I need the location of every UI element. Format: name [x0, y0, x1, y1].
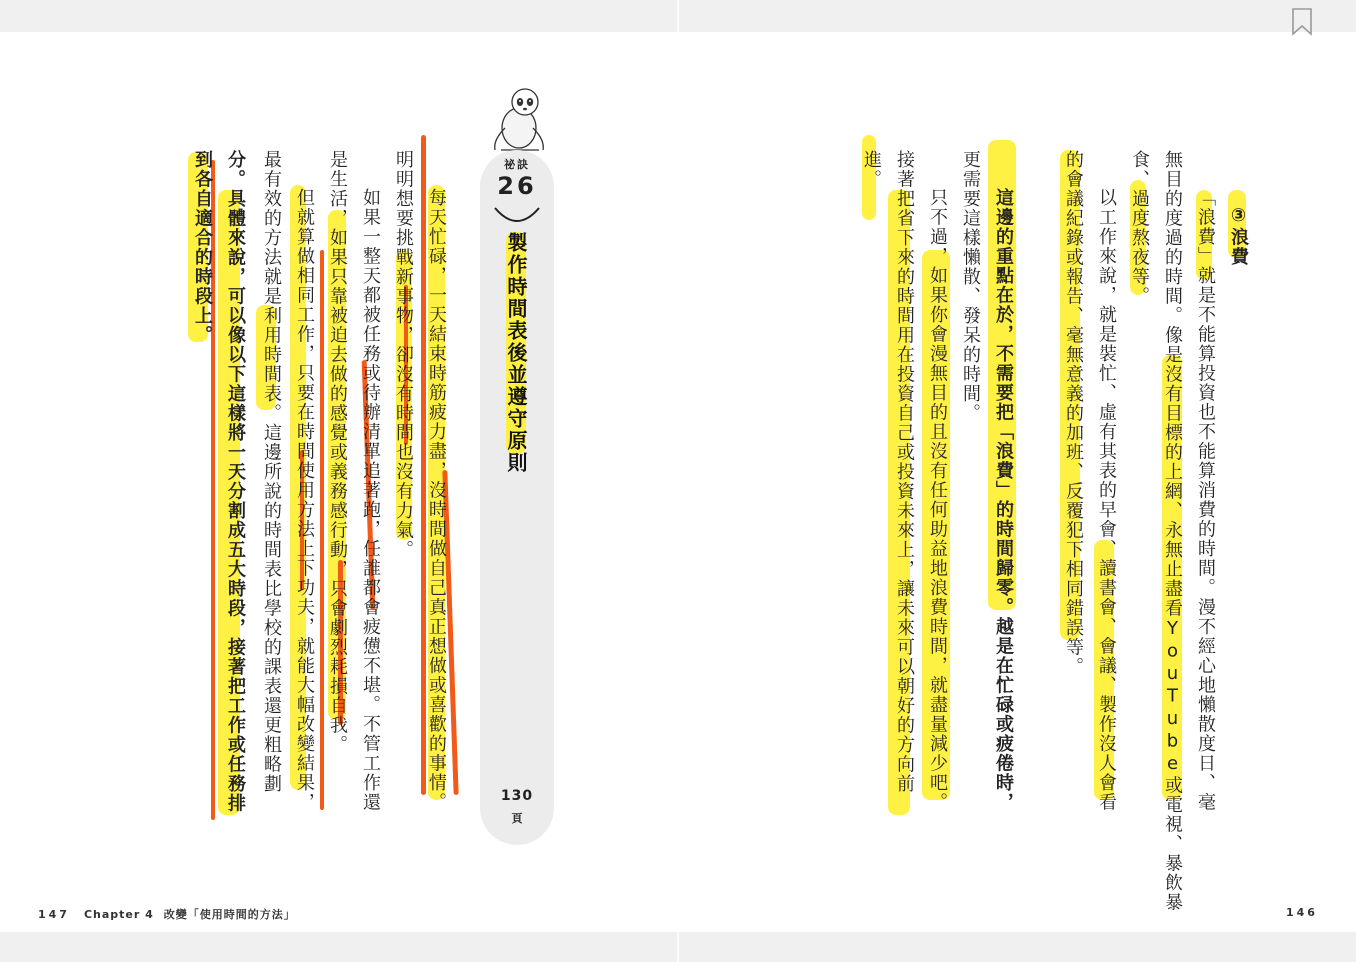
chapter-title: 改變「使用時間的方法」 [163, 908, 296, 921]
body-line: 食、過度熬夜等。 [1129, 150, 1150, 306]
tip-label: 祕訣 [504, 158, 530, 171]
reader-top-bar [0, 0, 1356, 32]
body-line: 「浪費」就是不能算投資也不能算消費的時間。漫不經心地懶散度日、毫 [1195, 188, 1216, 812]
body-line: 分。具體來說，可以像以下這樣將一天分割成五大時段，接著把工作或任務排 [225, 150, 246, 813]
body-line: 明明想要挑戰新事物，卻沒有時間也沒有力氣。 [393, 150, 414, 560]
chapter-label: Chapter 4 [83, 908, 154, 921]
body-line: 更需要這樣懶散、發呆的時間。 [960, 150, 981, 423]
ref-page-number: 130 [500, 788, 534, 804]
body-line: 這邊的重點在於，不需要把「浪費」的時間歸零。越是在忙碌或疲倦時， [993, 188, 1014, 812]
body-line: 但就算做相同工作，只要在時間使用方法上下功夫，就能大幅改變結果， [294, 188, 315, 812]
body-line: 到各自適合的時段上。 [192, 150, 213, 345]
page-number: 147 [38, 908, 70, 921]
body-line: 的會議紀錄或報告、毫無意義的加班、反覆犯下相同錯誤等。 [1063, 150, 1084, 677]
tip-number: 26 [497, 172, 537, 200]
body-line: 接著把省下來的時間用在投資自己或投資未來上，讓未來可以朝好的方向前 [894, 150, 915, 794]
body-line: 最有效的方法就是利用時間表。這邊所說的時間表比學校的課表還更粗略劃 [261, 150, 282, 794]
body-line: 如果一整天都被任務或待辦清單追著跑，任誰都會疲憊不堪。不管工作還 [360, 188, 381, 812]
right-footer [1286, 906, 1318, 919]
left-footer [38, 906, 296, 922]
body-line: 每天忙碌，一天結束時筋疲力盡，沒時間做自己真正想做或喜歡的事情。 [426, 188, 447, 812]
body-line: 只不過，如果你會漫無目的且沒有任何助益地浪費時間，就盡量減少吧。 [927, 188, 948, 812]
body-line: 是生活，如果只靠被迫去做的感覺或義務感行動，只會劇烈耗損自我。 [327, 150, 348, 755]
section-heading: ③浪費 [1228, 205, 1249, 267]
body-line: 以工作來說，就是裝忙、虛有其表的早會、讀書會、會議、製作沒人會看 [1096, 188, 1117, 812]
body-line: 無目的度過的時間。像是沒有目標的上網、永無止盡看YouTube或電視、暴飲暴 [1162, 150, 1183, 912]
body-line: 進。 [861, 150, 882, 189]
ref-page-unit: 頁 [511, 812, 523, 825]
smile-curve [492, 206, 542, 226]
page-number: 146 [1286, 906, 1318, 919]
sloth-illustration [489, 84, 549, 154]
tip-title: 製作時間表後並遵守原則 [504, 232, 528, 474]
reader-bottom-bar [0, 932, 1356, 962]
